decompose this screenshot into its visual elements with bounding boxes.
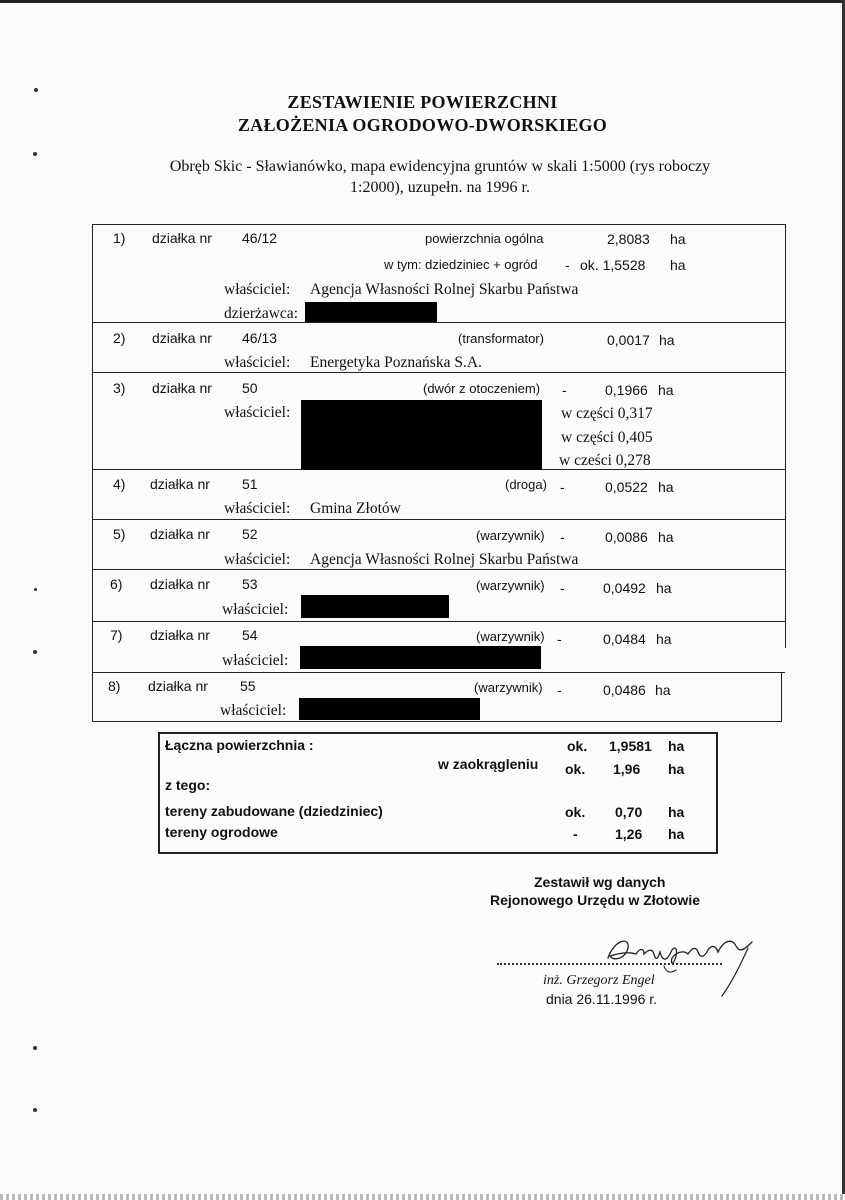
rounded-approx: ok. bbox=[565, 761, 586, 777]
scan-edge-top bbox=[0, 0, 845, 3]
total-approx: ok. bbox=[567, 738, 588, 754]
parcel-area: 0,1966 bbox=[605, 382, 648, 398]
tenant-label: dzierżawca: bbox=[224, 305, 298, 322]
area-unit: ha bbox=[655, 682, 671, 698]
subtitle-line-2: 1:2000), uzupełn. na 1996 r. bbox=[350, 179, 530, 196]
parcel-description: (transformator) bbox=[458, 331, 544, 346]
ownership-share: w części 0,405 bbox=[561, 429, 653, 446]
parcel-number: 46/13 bbox=[242, 330, 278, 346]
redaction-bar bbox=[305, 302, 437, 322]
area-unit: ha bbox=[656, 580, 672, 596]
table-border bbox=[92, 721, 782, 722]
row-divider bbox=[92, 322, 785, 323]
table-border bbox=[92, 224, 93, 722]
rounded-label: w zaokrągleniu bbox=[438, 756, 539, 772]
garden-area-unit: ha bbox=[668, 826, 685, 842]
owner-label: właściciel: bbox=[224, 354, 291, 371]
parcel-dash: - bbox=[557, 631, 562, 647]
parcel-area: 0,0086 bbox=[605, 529, 648, 545]
of-which-label: z tego: bbox=[165, 777, 211, 793]
redaction-bar bbox=[300, 646, 541, 669]
compiled-line-2: Rejonowego Urzędu w Złotowie bbox=[490, 892, 700, 908]
garden-dash: - bbox=[573, 826, 578, 842]
row-divider bbox=[92, 519, 785, 520]
parcel-description: (warzywnik) bbox=[476, 578, 545, 593]
parcel-dash: - bbox=[560, 580, 565, 596]
sub-dash: - bbox=[565, 257, 570, 273]
redaction-bar bbox=[301, 595, 449, 618]
owner-name: Agencja Własności Rolnej Skarbu Państwa bbox=[310, 551, 579, 568]
total-area-value: 1,9581 bbox=[609, 738, 652, 754]
built-approx: ok. bbox=[565, 804, 586, 820]
document-title-line-2: ZAŁOŻENIA OGRODOWO-DWORSKIEGO bbox=[237, 115, 608, 135]
area-unit: ha bbox=[658, 382, 674, 398]
parcel-description: powierzchnia ogólna bbox=[425, 231, 544, 246]
row-divider bbox=[92, 621, 785, 622]
parcel-description: (warzywnik) bbox=[476, 629, 545, 644]
parcel-dash: - bbox=[562, 382, 567, 398]
parcel-number: 52 bbox=[242, 526, 258, 542]
compiled-line-1: Zestawił wg danych bbox=[534, 874, 666, 890]
row-number: 6) bbox=[110, 576, 123, 592]
parcel-number: 50 bbox=[242, 380, 258, 396]
row-number: 7) bbox=[110, 627, 123, 643]
built-area-unit: ha bbox=[668, 804, 685, 820]
owner-label: właściciel: bbox=[224, 551, 291, 568]
document-subtitle bbox=[100, 156, 780, 198]
parcel-label: działka nr bbox=[150, 476, 210, 492]
owner-name: Gmina Złotów bbox=[310, 500, 401, 517]
signer-name: inż. Grzegorz Engel bbox=[543, 973, 655, 988]
area-unit: ha bbox=[656, 631, 672, 647]
parcel-dash: - bbox=[557, 682, 562, 698]
parcel-area: 0,0522 bbox=[605, 479, 648, 495]
rounded-value: 1,96 bbox=[613, 761, 641, 777]
subtitle-line-1: Obręb Skic - Sławianówko, mapa ewidencyjna gruntów w skali 1:5000 (rys roboczy bbox=[169, 158, 711, 175]
redaction-bar bbox=[299, 698, 480, 720]
signature-date: dnia 26.11.1996 r. bbox=[546, 991, 658, 1007]
parcel-number: 51 bbox=[242, 476, 258, 492]
parcel-description: (warzywnik) bbox=[476, 528, 545, 543]
owner-label: właściciel: bbox=[222, 652, 289, 669]
area-unit: ha bbox=[658, 529, 674, 545]
parcel-description: (dwór z otoczeniem) bbox=[423, 381, 541, 396]
parcel-number: 53 bbox=[242, 576, 258, 592]
total-area-unit: ha bbox=[668, 738, 685, 754]
scan-speck bbox=[33, 650, 37, 654]
parcel-dash: - bbox=[560, 479, 565, 495]
row-divider bbox=[92, 372, 785, 373]
total-area-label: Łączna powierzchnia : bbox=[165, 737, 314, 753]
parcel-dash: - bbox=[560, 529, 565, 545]
row-number: 1) bbox=[113, 230, 126, 246]
scan-speck bbox=[33, 1046, 37, 1050]
document-title-line-1: ZESTAWIENIE POWIERZCHNI bbox=[287, 92, 558, 112]
row-divider bbox=[92, 569, 785, 570]
parcel-label: działka nr bbox=[150, 627, 210, 643]
parcel-label: działka nr bbox=[150, 526, 210, 542]
owner-label: właściciel: bbox=[222, 601, 289, 618]
scan-speck bbox=[34, 588, 37, 591]
garden-area-label: tereny ogrodowe bbox=[165, 824, 278, 840]
ownership-share: w części 0,317 bbox=[561, 405, 653, 422]
owner-label: właściciel: bbox=[220, 702, 287, 719]
parcel-area: 0,0484 bbox=[603, 631, 646, 647]
parcel-number: 46/12 bbox=[242, 230, 278, 246]
sub-unit: ha bbox=[670, 257, 686, 273]
parcel-label: działka nr bbox=[152, 380, 212, 396]
redaction-bar bbox=[301, 400, 542, 470]
area-unit: ha bbox=[658, 479, 674, 495]
parcel-description: (warzywnik) bbox=[474, 680, 543, 695]
parcel-label: działka nr bbox=[152, 230, 212, 246]
ownership-share: w cześci 0,278 bbox=[559, 452, 651, 469]
row-number: 4) bbox=[113, 476, 126, 492]
scan-speck bbox=[33, 152, 37, 156]
parcel-description: (droga) bbox=[505, 477, 547, 492]
sub-area: ok. 1,5528 bbox=[580, 257, 646, 273]
parcel-area: 0,0486 bbox=[603, 682, 646, 698]
built-area-label: tereny zabudowane (dziedziniec) bbox=[165, 803, 383, 819]
sub-description: w tym: dziedziniec + ogród bbox=[384, 257, 538, 272]
parcel-label: działka nr bbox=[152, 330, 212, 346]
owner-label: właściciel: bbox=[224, 281, 291, 298]
parcel-number: 54 bbox=[242, 627, 258, 643]
row-divider bbox=[92, 672, 785, 673]
row-number: 8) bbox=[108, 678, 121, 694]
parcel-area: 2,8083 bbox=[607, 231, 650, 247]
owner-label: właściciel: bbox=[224, 404, 291, 421]
scan-edge-bottom bbox=[0, 1194, 845, 1200]
rounded-unit: ha bbox=[668, 761, 685, 777]
area-unit: ha bbox=[659, 332, 675, 348]
table-border bbox=[781, 672, 782, 722]
row-number: 2) bbox=[113, 330, 126, 346]
parcel-area: 0,0492 bbox=[603, 580, 646, 596]
area-unit: ha bbox=[670, 231, 686, 247]
signature-line bbox=[497, 963, 722, 965]
owner-name: Energetyka Poznańska S.A. bbox=[310, 354, 482, 371]
parcel-label: działka nr bbox=[150, 576, 210, 592]
scan-speck bbox=[33, 1108, 37, 1112]
row-number: 3) bbox=[113, 380, 126, 396]
table-border bbox=[785, 224, 786, 648]
parcel-area: 0,0017 bbox=[607, 332, 650, 348]
owner-label: właściciel: bbox=[224, 500, 291, 517]
row-number: 5) bbox=[113, 526, 126, 542]
owner-name: Agencja Własności Rolnej Skarbu Państwa bbox=[310, 281, 579, 298]
parcel-label: działka nr bbox=[148, 678, 208, 694]
garden-area-value: 1,26 bbox=[615, 826, 643, 842]
parcel-number: 55 bbox=[240, 678, 256, 694]
built-area-value: 0,70 bbox=[615, 804, 643, 820]
table-border bbox=[92, 224, 785, 225]
